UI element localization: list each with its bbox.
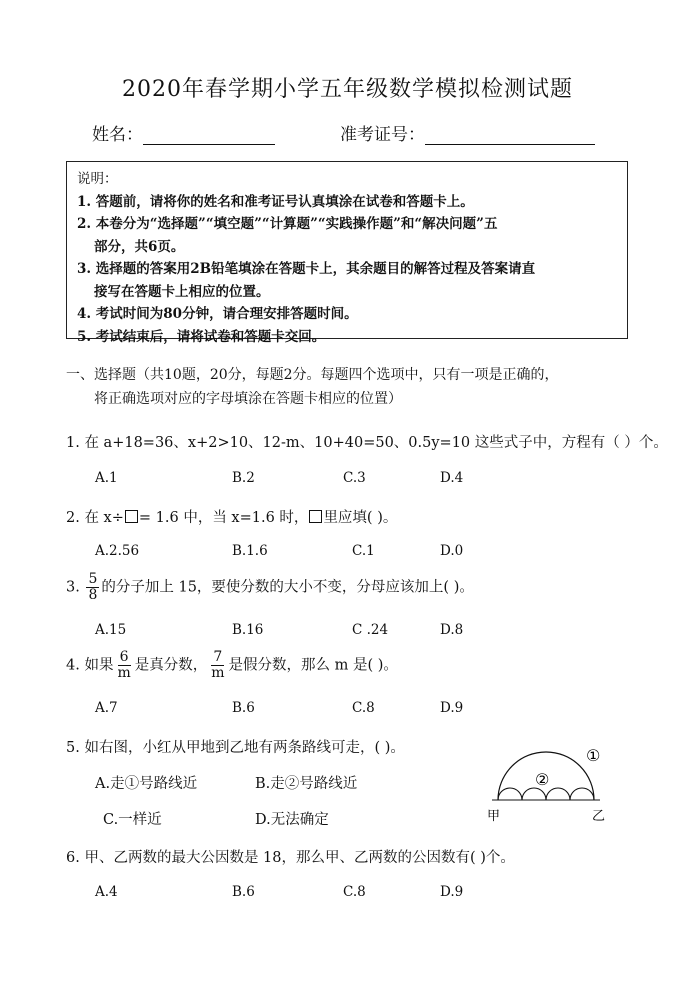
fraction	[209, 650, 226, 681]
q2-option-b[interactable]: B.1.6	[232, 543, 268, 559]
fraction	[86, 572, 99, 603]
page-title: 2020年春学期小学五年级数学模拟检测试题	[122, 77, 573, 102]
q4-option-a[interactable]: A.7	[95, 700, 118, 716]
instruction-line: 3. 选择题的答案用2B铅笔填涂在答题卡上，其余题目的解答过程及答案请直	[77, 261, 536, 277]
q4-option-b[interactable]: B.6	[232, 700, 255, 716]
q3-option-c[interactable]: C .24	[352, 622, 389, 638]
fraction	[115, 650, 132, 681]
route-2-arcs	[498, 788, 594, 800]
question-1: 1. 在 a+18=36、x+2>10、12-m、10+40=50、0.5y=10 这些式子中，方程有（ ）个。	[66, 435, 668, 451]
instructions-box	[66, 161, 628, 345]
q1-option-c[interactable]: C.3	[343, 470, 366, 486]
q6-option-a[interactable]: A.4	[95, 884, 118, 900]
q1-option-b[interactable]: B.2	[232, 470, 255, 486]
section-heading	[66, 363, 559, 411]
q3-text-suffix: 的分子加上 15，要使分数的大小不变，分母应该加上( )。	[101, 579, 474, 596]
fraction-numerator: 7	[213, 649, 223, 665]
fraction-numerator: 5	[88, 571, 98, 587]
route-figure	[478, 740, 618, 825]
q2-text-prefix: 2. 在 x÷	[66, 510, 124, 526]
instruction-line: 4. 考试时间为80分钟，请合理安排答题时间。	[77, 306, 358, 322]
q1-option-d[interactable]: D.4	[440, 470, 464, 486]
blank-square-icon	[125, 510, 138, 523]
q3-option-a[interactable]: A.15	[95, 622, 127, 638]
q4-text-suffix: 是假分数，那么 m 是( )。	[228, 657, 398, 674]
start-label: 甲	[487, 809, 501, 824]
q2-option-a[interactable]: A.2.56	[95, 543, 140, 559]
q5-option-c[interactable]: C.一样近	[103, 812, 162, 828]
fraction-denominator: m	[117, 665, 131, 681]
q4-text-mid: 是真分数，	[134, 657, 208, 674]
q3-option-b[interactable]: B.16	[232, 622, 264, 638]
q2-option-c[interactable]: C.1	[352, 543, 375, 559]
q1-option-a[interactable]: A.1	[95, 470, 118, 486]
q2-text-mid: = 1.6 中，当 x=1.6 时，	[138, 510, 309, 526]
q6-option-c[interactable]: C.8	[343, 884, 366, 900]
section-heading-line1: 一、选择题（共10题，20分，每题2分。每题四个选项中，只有一项是正确的，	[66, 367, 559, 383]
q2-text-suffix: 里应填( )。	[323, 510, 398, 526]
q4-option-c[interactable]: C.8	[352, 700, 375, 716]
q3-option-d[interactable]: D.8	[440, 622, 464, 638]
instruction-line: 5. 考试结束后，请将试卷和答题卡交回。	[77, 328, 326, 345]
section-heading-line2: 将正确选项对应的字母填涂在答题卡相应的位置）	[94, 391, 402, 407]
instruction-line: 接写在答题卡上相应的位置。	[94, 283, 270, 300]
question-3	[66, 572, 474, 603]
q6-option-d[interactable]: D.9	[440, 884, 464, 900]
question-6: 6. 甲、乙两数的最大公因数是 18，那么甲、乙两数的公因数有( )个。	[66, 850, 515, 866]
q5-option-a[interactable]: A.走①号路线近	[95, 776, 198, 792]
name-blank[interactable]	[143, 126, 275, 145]
question-2	[66, 506, 397, 527]
q4-option-d[interactable]: D.9	[440, 700, 464, 716]
q4-text-prefix: 4. 如果	[66, 657, 114, 674]
exam-number-label: 准考证号：	[340, 125, 425, 145]
instruction-line: 部分，共6页。	[94, 238, 185, 255]
question-5: 5. 如右图，小红从甲地到乙地有两条路线可走，( )。	[66, 740, 405, 756]
route-1-label: ①	[586, 746, 601, 765]
q5-option-d[interactable]: D.无法确定	[255, 812, 329, 828]
q5-option-b[interactable]: B.走②号路线近	[255, 776, 358, 792]
question-4	[66, 650, 398, 681]
q2-option-d[interactable]: D.0	[440, 543, 464, 559]
instruction-line: 2. 本卷分为“选择题”“填空题”“计算题”“实践操作题”和“解决问题”五	[77, 216, 498, 232]
fraction-denominator: m	[211, 665, 225, 681]
exam-number-field[interactable]	[340, 120, 595, 145]
name-field[interactable]	[92, 120, 275, 145]
end-label: 乙	[592, 809, 606, 824]
instruction-line: 1. 答题前，请将你的姓名和准考证号认真填涂在试卷和答题卡上。	[77, 193, 474, 210]
fraction-denominator: 8	[88, 587, 98, 603]
name-label: 姓名：	[92, 125, 143, 145]
fraction-numerator: 6	[119, 649, 129, 665]
instructions-heading: 说明：	[77, 171, 118, 187]
blank-square-icon	[309, 510, 322, 523]
q6-option-b[interactable]: B.6	[232, 884, 255, 900]
q3-text-prefix: 3.	[66, 579, 85, 596]
route-2-label: ②	[535, 770, 550, 789]
exam-number-blank[interactable]	[425, 126, 595, 145]
